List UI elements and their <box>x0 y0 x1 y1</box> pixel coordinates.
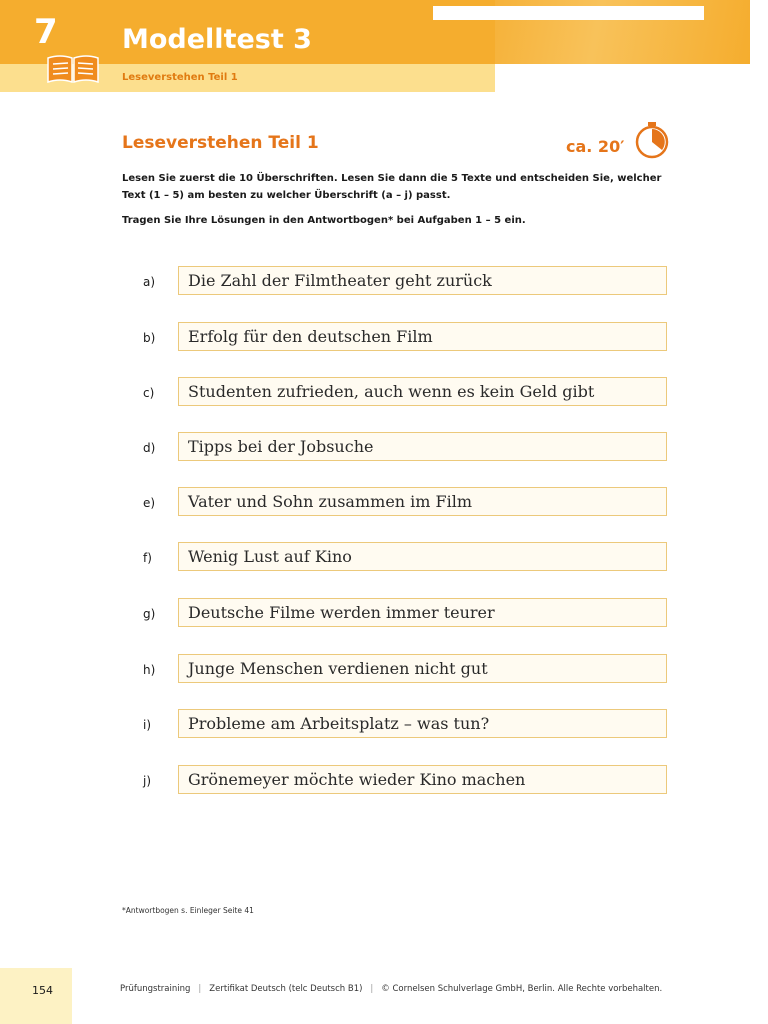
stopwatch-icon <box>624 120 672 160</box>
headline-item-e <box>0 487 768 519</box>
headline-letter: j) <box>143 774 152 788</box>
page-number: 154 <box>32 984 53 997</box>
time-label: ca. 20′ <box>566 137 625 156</box>
headline-box: Junge Menschen verdienen nicht gut <box>178 654 667 683</box>
headline-item-f <box>0 542 768 574</box>
footnote: *Antwortbogen s. Einleger Seite 41 <box>122 906 254 915</box>
headline-box: Deutsche Filme werden immer teurer <box>178 598 667 627</box>
headline-box: Tipps bei der Jobsuche <box>178 432 667 461</box>
headline-letter: a) <box>143 275 156 289</box>
instruction-line-3: Tragen Sie Ihre Lösungen in den Antwortbogen* bei Aufgaben 1 – 5 ein. <box>122 215 526 226</box>
footer-part-3: © Cornelsen Schulverlage GmbH, Berlin. Alle Rechte vorbehalten. <box>381 984 663 994</box>
headline-letter: c) <box>143 386 155 400</box>
headline-item-a <box>0 266 768 298</box>
page-subtitle: Leseverstehen Teil 1 <box>122 72 238 83</box>
headline-letter: f) <box>143 551 152 565</box>
headline-letter: b) <box>143 331 156 345</box>
section-heading: Leseverstehen Teil 1 <box>122 133 319 153</box>
instruction-line-2: Text (1 – 5) am besten zu welcher Überschrift (a – j) passt. <box>122 190 451 201</box>
chapter-number: 7 <box>34 12 58 52</box>
footer-text <box>120 984 662 994</box>
headline-box: Erfolg für den deutschen Film <box>178 322 667 351</box>
headline-item-i <box>0 709 768 741</box>
headline-item-b <box>0 322 768 354</box>
open-book-icon <box>44 54 102 86</box>
headline-box: Grönemeyer möchte wieder Kino machen <box>178 765 667 794</box>
headline-box: Probleme am Arbeitsplatz – was tun? <box>178 709 667 738</box>
headline-box: Vater und Sohn zusammen im Film <box>178 487 667 516</box>
headline-item-c <box>0 377 768 409</box>
headline-item-j <box>0 765 768 797</box>
headline-item-h <box>0 654 768 686</box>
footer-part-2: Zertifikat Deutsch (telc Deutsch B1) <box>209 984 363 994</box>
headline-letter: e) <box>143 496 156 510</box>
headline-item-g <box>0 598 768 630</box>
headline-box: Wenig Lust auf Kino <box>178 542 667 571</box>
headline-box: Die Zahl der Filmtheater geht zurück <box>178 266 667 295</box>
headline-box: Studenten zufrieden, auch wenn es kein Geld gibt <box>178 377 667 406</box>
header-white-strip <box>433 6 704 20</box>
headline-letter: d) <box>143 441 156 455</box>
headline-letter: g) <box>143 607 156 621</box>
headline-letter: i) <box>143 718 152 732</box>
instruction-line-1: Lesen Sie zuerst die 10 Überschriften. Lesen Sie dann die 5 Texte und entscheiden Sie, welcher <box>122 173 662 184</box>
headline-letter: h) <box>143 663 156 677</box>
footer-separator: | <box>198 984 202 994</box>
footer-part-1: Prüfungstraining <box>120 984 191 994</box>
page-title: Modelltest 3 <box>122 24 312 55</box>
headline-item-d <box>0 432 768 464</box>
footer-separator: | <box>370 984 374 994</box>
